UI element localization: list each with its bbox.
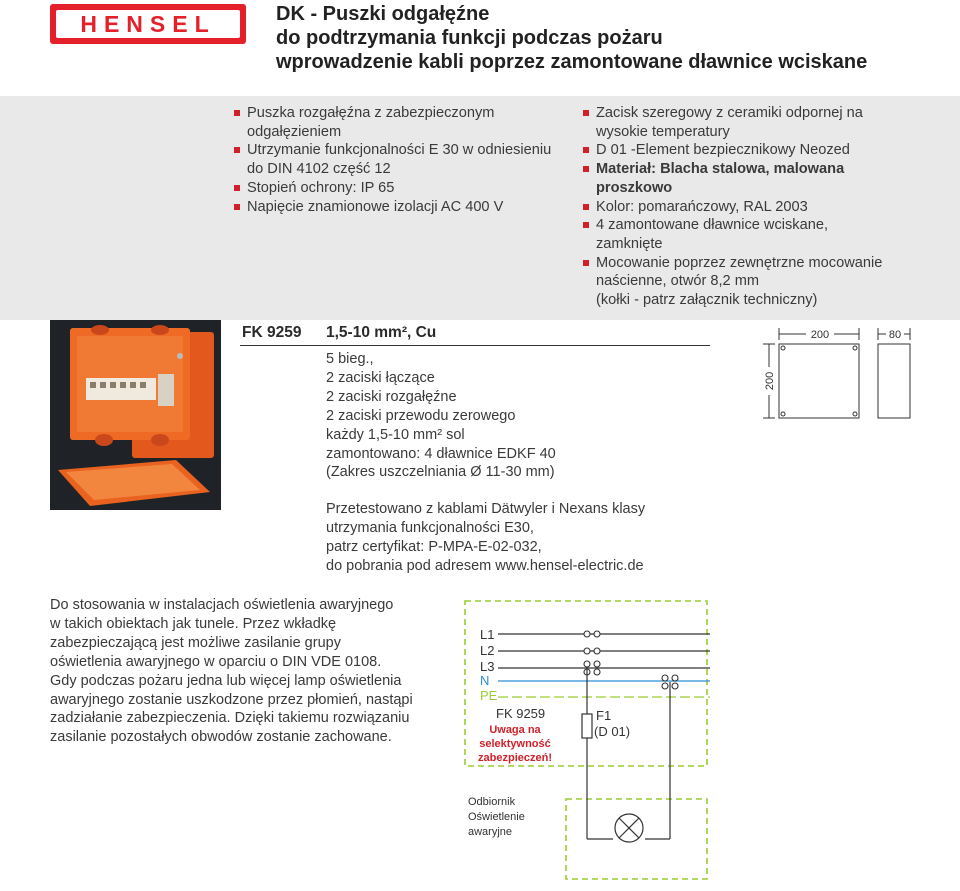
label-l1: L1 [480,627,495,642]
spec-line: każdy 1,5-10 mm² sol [326,426,465,443]
description-line: w takich obiektach jak tunele. Przez wkładkę [50,615,337,632]
label-l3: L3 [480,659,495,674]
test-line: patrz certyfikat: P-MPA-E-02-032, [326,538,542,555]
feature-item: Napięcie znamionowe izolacji AC 400 V [234,198,564,217]
test-line: do pobrania pod adresem www.hensel-electric.de [326,557,644,574]
features-left-list [234,104,564,216]
feature-item: Kolor: pomarańczowy, RAL 2003 [583,198,943,217]
feature-item: Stopień ochrony: IP 65 [234,179,564,198]
dim-depth: 80 [888,329,902,341]
product-heading: 1,5-10 mm², Cu [326,324,437,341]
fuse-label: F1 [596,708,612,723]
test-line: utrzymania funkcjonalności E30, [326,519,534,536]
spec-line: 2 zaciski łączące [326,369,435,386]
feature-item: Zacisk szeregowy z ceramiki odpornej na wysokie temperatury [583,104,943,141]
wiring-schematic [460,596,720,886]
spec-line: (Zakres uszczelniania Ø 11-30 mm) [326,464,555,481]
title-line-3: wprowadzenie kabli poprzez zamontowane dławnice wciskane [276,51,868,73]
spec-line: zamontowano: 4 dławnice EDKF 40 [326,445,556,462]
description-line: zadziałanie zabezpieczenia. Dzięki takiemu rozwiązaniu [50,710,410,727]
product-spec [326,350,556,482]
logo-text: HENSEL [80,10,216,37]
feature-item: Mocowanie poprzez zewnętrzne mocowanie naścienne, otwór 8,2 mm (kołki - patrz załącznik techniczny) [583,254,943,310]
description-line: Do stosowania w instalacjach oświetlenia awaryjnego [50,597,394,613]
description-line: zasilanie pozostałych obwodów zostanie zachowane. [50,729,392,746]
spec-line: 2 zaciski przewodu zerowego [326,407,516,424]
dim-width: 200 [810,329,830,341]
title-line-2: do podtrzymania funkcji podczas pożaru [276,27,663,49]
description-line: oświetlenia awaryjnego w oparciu o DIN VDE 0108. [50,653,382,670]
warning-line: selektywność [479,738,551,750]
hensel-logo [50,4,246,44]
page-title [276,2,867,74]
description-line: awaryjnego zostanie uszkodzone przez płomień, nastąpi [50,691,413,708]
feature-item: D 01 -Element bezpiecznikowy Neozed [583,141,943,160]
test-line: Przetestowano z kablami Dätwyler i Nexans klasy [326,501,646,517]
fuse-type: (D 01) [594,724,631,739]
feature-item: Utrzymanie funkcjonalności E 30 w odniesieniu do DIN 4102 część 12 [234,141,564,178]
product-photo [50,320,221,510]
box-label: FK 9259 [496,706,546,721]
description [50,596,413,747]
spec-line: 5 bieg., [326,351,374,367]
product-code: FK 9259 [242,324,302,341]
warning-line: Uwaga na [489,724,541,736]
title-line-1: DK - Puszki odgałęźne [276,3,490,25]
consumer-label: awaryjne [468,826,513,838]
feature-item: Materiał: Blacha stalowa, malowana proszkowo [583,160,943,197]
label-n: N [480,673,490,688]
features-right-list [583,104,943,310]
warning-line: zabezpieczeń! [478,752,552,764]
divider [240,345,710,346]
label-l2: L2 [480,643,495,658]
dimension-drawing [752,322,952,432]
spec-line: 2 zaciski rozgałęźne [326,388,457,405]
description-line: zabezpieczającą jest możliwe zasilanie grupy [50,634,341,651]
test-info [326,500,645,576]
description-line: Gdy podczas pożaru jedna lub więcej lamp oświetlenia [50,672,402,689]
feature-item: Puszka rozgałęźna z zabezpieczonym odgałęzieniem [234,104,564,141]
page-header [0,0,960,96]
label-pe: PE [480,688,498,703]
dim-height: 200 [764,371,776,391]
consumer-label: Oświetlenie [468,811,525,823]
feature-item: 4 zamontowane dławnice wciskane, zamknięte [583,216,943,253]
consumer-label: Odbiornik [468,796,516,808]
